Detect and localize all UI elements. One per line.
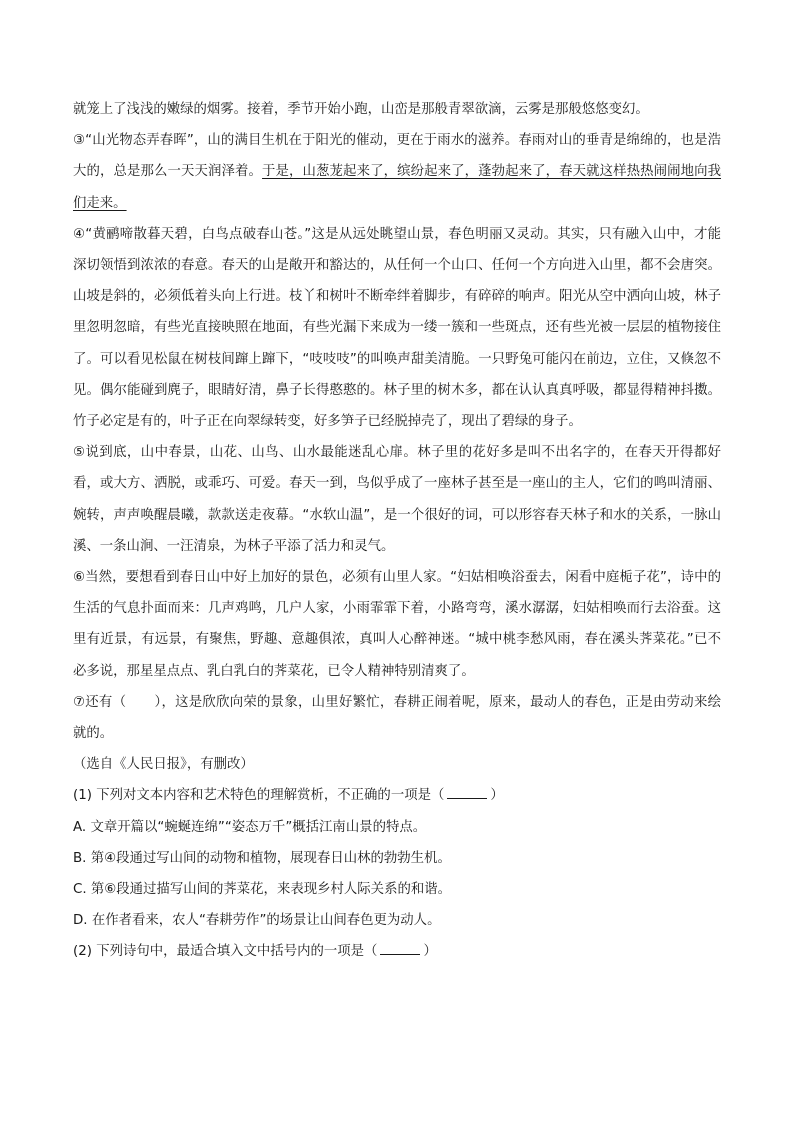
question-2 [73,936,721,967]
paragraph-7-rest: ），这是欣欣向荣的景象，山里好繁忙，春耕正闹着呢，原来，最动人的春色，正是由劳动来绘就的。 [73,694,721,742]
question-1 [73,780,721,811]
paragraph-3-text: ③“山光物态弄春晖”，山的满目生机在于阳光的催动，更在于雨水的滋养。春雨对山的垂青是绵绵的，也是浩大的，总是那么一天天润泽着。 [73,133,721,180]
paragraph-3-underlined-sentence: 于是，山葱茏起来了，缤纷起来了，蓬勃起来了，春天就这样热热闹闹地向我们走来。 [73,164,722,211]
text-line-intro: 就笼上了浅浅的嫩绿的烟雾。接着，季节开始小跑，山峦是那般青翠欲滴，云雾是那般悠悠变幻。 [73,102,649,117]
question-1-close: ） [490,788,504,804]
paragraph-5: ⑤说到底，山中春景，山花、山鸟、山水最能迷乱心扉。林子里的花好多是叫不出名字的，在春天开得都好看，或大方、洒脱，或乖巧、可爱。春天一到，鸟似乎成了一座林子甚至是一座山的主人，它们的鸣叫清丽、婉转，声声唤醒晨曦，款款送走夜幕。“水软山温”，是一个很好的词，可以形容春天林子和水的关系，一脉山溪、一条山涧、一汪清泉，为林子平添了活力和灵气。 [73,445,721,554]
option-b: B. 第④段通过写山间的动物和植物，展现春日山林的勃勃生机。 [73,850,451,866]
paragraph-7-start: ⑦还有（ [73,694,127,710]
option-d: D. 在作者看来，农人“春耕劳作”的场景让山间春色更为动人。 [73,913,441,929]
option-a: A. 文章开篇以“蜿蜒连绵”“姿态万千”概括江南山景的特点。 [73,819,427,835]
paragraph-7 [73,687,721,749]
paragraph-3 [73,125,721,219]
answer-blank-2[interactable] [380,940,420,955]
paragraph-6: ⑥当然，要想看到春日山中好上加好的景色，必须有山里人家。“妇姑相唤浴蚕去，闲看中庭栀子花”，诗中的生活的气息扑面而来：几声鸡鸣，几户人家，小雨霏霏下着，小路弯弯，溪水潺潺，妇姑相唤而行去浴蚕。这里有近景，有远景，有聚焦，野趣、意趣俱浓，真叫人心醉神迷。“城中桃李愁风雨，春在溪头荠菜花。”已不必多说，那星星点点、乳白乳白的荠菜花，已令人精神特别清爽了。 [73,570,721,679]
answer-blank-1[interactable] [447,784,487,799]
exam-page [73,94,721,968]
option-c: C. 第⑥段通过描写山间的荠菜花，来表现乡村人际关系的和谐。 [73,882,452,898]
paragraph-4: ④“黄鹂啼散暮天碧，白鸟点破春山苍。”这是从远处眺望山景，春色明丽又灵动。其实，只有融入山中，才能深切领悟到浓浓的春意。春天的山是敞开和豁达的，从任何一个山口、任何一个方向进入山里，都不会唐突。山坡是斜的，必须低着头向上行进。枝丫和树叶不断牵绊着脚步，有碎碎的响声。阳光从空中洒向山坡，林子里忽明忽暗，有些光直接映照在地面，有些光漏下来成为一缕一簇和一些斑点，还有些光被一层层的植物接住了。可以看见松鼠在树枝间蹿上蹿下，“吱吱吱”的叫唤声甜美清脆。一只野兔可能闪在前边，立住，又倏忽不见。偶尔能碰到麂子，眼睛好清，鼻子长得憨憨的。林子里的树木多，都在认认真真呼吸，都显得精神抖擞。竹子必定是有的，叶子正在向翠绿转变，好多笋子已经脱掉壳了，现出了碧绿的身子。 [73,226,721,430]
question-2-text: (2) 下列诗句中，最适合填入文中括号内的一项是（ [73,944,378,960]
question-1-text: (1) 下列对文本内容和艺术特色的理解赏析，不正确的一项是（ [73,788,445,804]
source-note: （选自《人民日报》，有删改） [73,757,254,773]
question-2-close: ） [423,944,437,960]
